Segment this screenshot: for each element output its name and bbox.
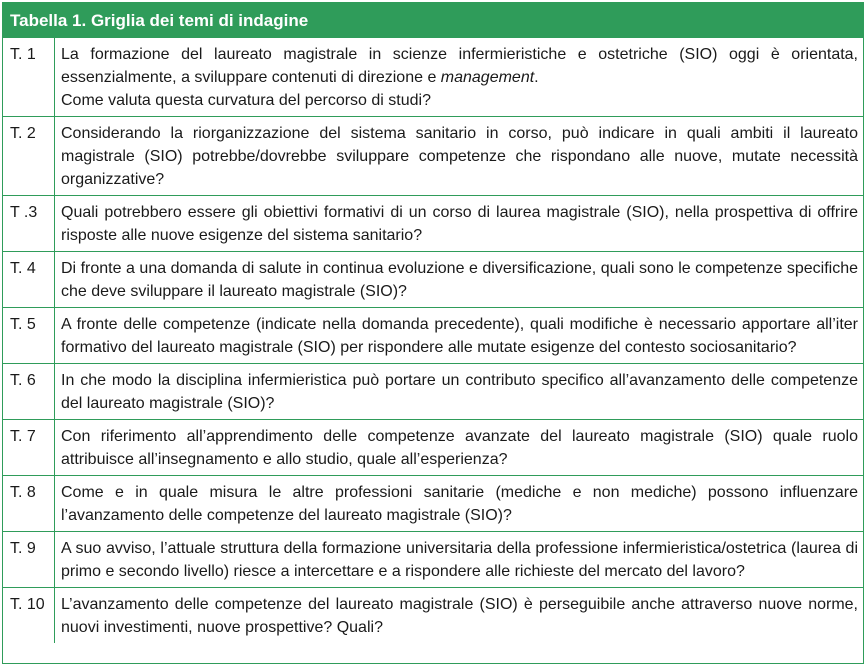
row-question: Considerando la riorganizzazione del sistema sanitario in corso, può indicare in quali ambiti il laureato magistrale (SIO) potrebbe/dovrebbe sviluppare competenze che rispondano alle nuove, mutate necessità organizzative?: [55, 117, 864, 196]
question-text: La formazione del laureato magistrale in scienze infermieristiche e ostetriche (SIO) oggi è orientata, essenzialmente, a sviluppare contenuti di direzione e: [61, 46, 858, 86]
table-row: [3, 252, 863, 308]
row-id: T. 7: [3, 420, 55, 476]
row-question: Quali potrebbero essere gli obiettivi formativi di un corso di laurea magistrale (SIO), nella prospettiva di offrire risposte alle nuove esigenze del sistema sanitario?: [55, 196, 864, 252]
table-row: [3, 196, 863, 252]
row-id: T. 8: [3, 476, 55, 532]
table-row: [3, 38, 863, 117]
questions-grid: [3, 38, 863, 643]
table-row: [3, 420, 863, 476]
table-title: Tabella 1. Griglia dei temi di indagine: [3, 3, 863, 38]
row-id: T. 5: [3, 308, 55, 364]
row-question: [55, 38, 864, 117]
row-id: T. 9: [3, 532, 55, 588]
row-question: A fronte delle competenze (indicate nella domanda precedente), quali modifiche è necessario apportare all’iter formativo del laureato magistrale (SIO) per rispondere alle mutate esigenze del contesto sociosanitario?: [55, 308, 864, 364]
row-id: T. 2: [3, 117, 55, 196]
row-id: T .3: [3, 196, 55, 252]
table-row: [3, 117, 863, 196]
question-emphasis: management: [440, 69, 535, 86]
table-row: [3, 364, 863, 420]
table-row: [3, 588, 863, 644]
questions-table: [2, 2, 864, 664]
row-question: Con riferimento all’apprendimento delle competenze avanzate del laureato magistrale (SIO) quale ruolo attribuisce all’insegnamento e allo studio, quale all’esperienza?: [55, 420, 864, 476]
table-row: [3, 308, 863, 364]
row-question: Di fronte a una domanda di salute in continua evoluzione e diversificazione, quali sono le competenze specifiche che deve sviluppare il laureato magistrale (SIO)?: [55, 252, 864, 308]
table-row: [3, 476, 863, 532]
row-question: In che modo la disciplina infermieristica può portare un contributo specifico all’avanzamento delle competenze del laureato magistrale (SIO)?: [55, 364, 864, 420]
table-row: [3, 532, 863, 588]
question-followup: Come valuta questa curvatura del percorso di studi?: [61, 92, 431, 109]
row-id: T. 10: [3, 588, 55, 644]
row-question: Come e in quale misura le altre professioni sanitarie (mediche e non mediche) possono influenzare l’avanzamento delle competenze del laureato magistrale (SIO)?: [55, 476, 864, 532]
row-id: T. 1: [3, 38, 55, 117]
row-question: L’avanzamento delle competenze del laureato magistrale (SIO) è perseguibile anche attraverso nuove norme, nuovi investimenti, nuove prospettive? Quali?: [55, 588, 864, 644]
question-text-end: .: [534, 69, 539, 86]
row-question: A suo avviso, l’attuale struttura della formazione universitaria della professione infermieristica/ostetrica (laurea di primo e secondo livello) riesce a intercettare e a rispondere alle richieste del mercato del lavoro?: [55, 532, 864, 588]
row-id: T. 4: [3, 252, 55, 308]
row-id: T. 6: [3, 364, 55, 420]
